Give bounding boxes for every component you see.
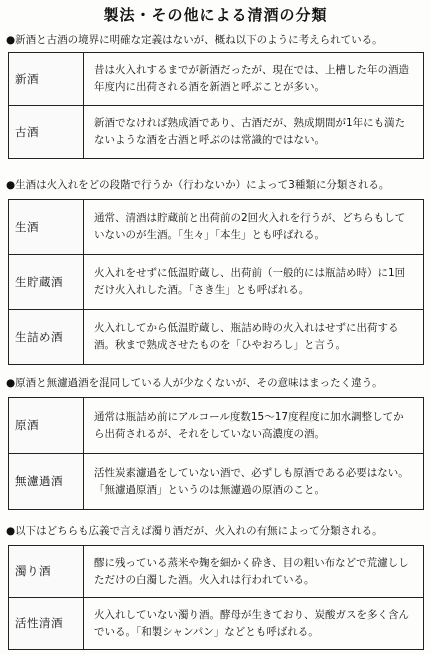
table-genshu-muroka [8, 397, 424, 510]
desc-cell: 火入れをせずに低温貯蔵し、出荷前（一般的には瓶詰め時）に1回だけ火入れした酒。「さき生」とも呼ばれる。 [84, 255, 424, 310]
table-row [9, 200, 424, 255]
section-lead-namazake: ●生酒は火入れをどの段階で行うか（行わないか）によって3種類に分類される。 [6, 179, 390, 191]
table-namazake [8, 199, 424, 365]
table-row [9, 598, 424, 650]
desc-cell: 通常、清酒は貯蔵前と出荷前の2回火入れを行うが、どちらもしていないのが生酒。「生々」「本生」とも呼ばれる。 [84, 200, 424, 255]
term-cell: 古酒 [9, 106, 84, 159]
desc-cell: 火入れしてから低温貯蔵し、瓶詰め時の火入れはせずに出荷する酒。秋まで熟成させたものを「ひやおろし」と言う。 [84, 310, 424, 365]
desc-cell: 活性炭素濾過をしていない酒で、必ずしも原酒である必要はない。「無濾過原酒」というのは無濾過の原酒のこと。 [84, 454, 424, 510]
table-row [9, 546, 424, 598]
term-cell: 原酒 [9, 398, 84, 454]
desc-cell: 新酒でなければ熟成酒であり、古酒だが、熟成期間が1年にも満たないような酒を古酒と呼ぶのは常識的ではない。 [84, 106, 424, 159]
section-lead-shinshu-koshu: ●新酒と古酒の境界に明確な定義はないが、概ね以下のように考えられている。 [6, 34, 383, 46]
table-shinshu-koshu [8, 52, 424, 159]
table-nigorizake [8, 545, 424, 650]
desc-cell: 醪に残っている蒸米や麹を細かく砕き、目の粗い布などで荒濾ししただけの白濁した酒。火入れは行われている。 [84, 546, 424, 598]
desc-cell: 昔は火入れするまでが新酒だったが、現在では、上槽した年の酒造年度内に出荷される酒を新酒と呼ぶことが多い。 [84, 53, 424, 106]
term-cell: 生貯蔵酒 [9, 255, 84, 310]
section-lead-genshu-muroka: ●原酒と無濾過酒を混同している人が少なくないが、その意味はまったく違う。 [6, 377, 383, 389]
desc-cell: 火入れしていない濁り酒。酵母が生きており、炭酸ガスを多く含んでいる。「和製シャンパン」などとも呼ばれる。 [84, 598, 424, 650]
term-cell: 活性清酒 [9, 598, 84, 650]
term-cell: 生酒 [9, 200, 84, 255]
table-row [9, 255, 424, 310]
table-row [9, 53, 424, 106]
table-row [9, 454, 424, 510]
term-cell: 新酒 [9, 53, 84, 106]
table-row [9, 398, 424, 454]
term-cell: 生詰め酒 [9, 310, 84, 365]
section-lead-nigorizake: ●以下はどちらも広義で言えば濁り酒だが、火入れの有無によって分類される。 [6, 525, 383, 537]
term-cell: 濁り酒 [9, 546, 84, 598]
page-title: 製法・その他による清酒の分類 [103, 6, 328, 24]
table-row [9, 106, 424, 159]
term-cell: 無濾過酒 [9, 454, 84, 510]
table-row [9, 310, 424, 365]
desc-cell: 通常は瓶詰め前にアルコール度数15〜17度程度に加水調整してから出荷されるが、それをしていない高濃度の酒。 [84, 398, 424, 454]
